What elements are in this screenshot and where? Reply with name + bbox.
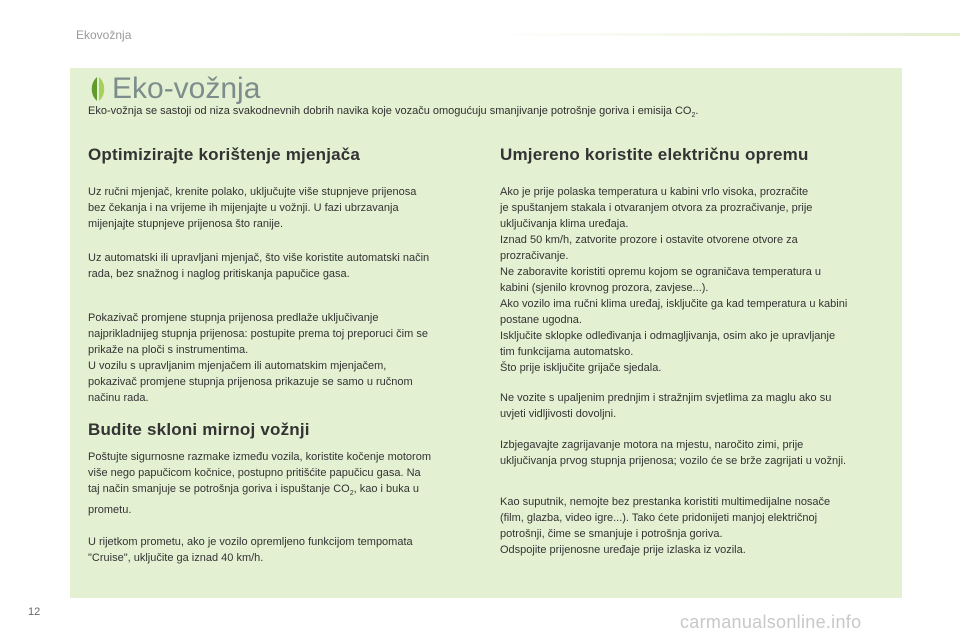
leaf-icon (88, 75, 108, 103)
electrical-paragraph-4: Kao suputnik, nemojte bez prestanka koristiti multimedijalne nosače (film, glazba, video igre...). Tako ćete pridonijeti manjoj električnoj potrošnji, čime se smanjuje i potrošnja goriva. Odspojite prijenosne uređaje prije izlaska iz vozila. (500, 496, 831, 556)
gearbox-paragraph-2: Uz automatski ili upravljani mjenjač, što više koristite automatski način rada, bez snažnog i naglog pritiskanja papučice gasa. (88, 252, 430, 280)
watermark: carmanualsonline.info (680, 612, 862, 632)
section-heading-electrical: Umjereno koristite električnu opremu (500, 145, 809, 164)
electrical-paragraph-1: Ako je prije polaska temperatura u kabini vrlo visoka, prozračite je spuštanjem stakala i otvaranjem otvora za prozračivanje, prije uključivanja klima uređaja. Iznad 50 km/h, zatvorite prozore i ostavite otvorene otvore za prozračivanje. Ne zaboravite koristiti opremu kojom se ograničava temperatura u kabini (sjenilo krovnog prozora, zavjese...). Ako vozilo ima ručni klima uređaj, isključite ga kad temperatura u kabini postane ugodna. Isključite sklopke odleđivanja i odmagljivanja, osim ako je upravljanje tim funkcijama automatsko. Što prije isključite grijače sjedala. (500, 186, 848, 374)
calm-driving-text-b: , kao i buka u prometu. (88, 483, 420, 517)
section-heading-gearbox: Optimizirajte korištenje mjenjača (88, 145, 361, 164)
intro-end: . (695, 105, 699, 117)
page-title: Eko-vožnja (112, 72, 261, 105)
header-divider (490, 33, 960, 36)
intro-text (88, 104, 888, 123)
calm-driving-subscript: 2 (349, 490, 354, 498)
section-heading-calm-driving: Budite skloni mirnoj vožnji (88, 420, 310, 439)
calm-driving-paragraph-1 (88, 449, 478, 518)
intro-subscript: 2 (691, 112, 696, 120)
gearbox-paragraph-3: Pokazivač promjene stupnja prijenosa predlaže uključivanje najprikladnijeg stupnja prijenosa: postupite prema toj preporuci čim se prikaže na ploči s instrumentima. U vozilu s upravljanim mjenjačem ili automatskim mjenjačem, pokazivač promjene stupnja prijenosa prikazuje se samo u ručnom načinu rada. (88, 312, 428, 404)
intro-body: Eko-vožnja se sastoji od niza svakodnevnih dobrih navika koje vozaču omogućuju smanjivanje potrošnje goriva i emisija CO (88, 105, 692, 117)
header-label: Ekovožnja (76, 28, 132, 42)
gearbox-paragraph-1: Uz ručni mjenjač, krenite polako, uključujte više stupnjeve prijenosa bez čekanja i na vrijeme ih mijenjajte u vožnji. U fazi ubrzavanja mijenjajte stupnjeve prijenosa što ranije. (88, 186, 417, 230)
calm-driving-text-a: Poštujte sigurnosne razmake između vozila, koristite kočenje motorom više nego papučicom kočnice, postupno pritišćite papučicu gasa. Na taj način smanjuje se potrošnja goriva i ispuštanje CO (88, 451, 431, 495)
electrical-paragraph-3: Izbjegavajte zagrijavanje motora na mjestu, naročito zimi, prije uključivanja prvog stupnja prijenosa; vozilo će se brže zagrijati u vožnji. (500, 439, 847, 467)
electrical-paragraph-2: Ne vozite s upaljenim prednjim i stražnjim svjetlima za maglu ako su uvjeti vidljivosti dovoljni. (500, 392, 832, 420)
page-number: 12 (28, 606, 41, 618)
calm-driving-paragraph-2: U rijetkom prometu, ako je vozilo opremljeno funkcijom tempomata "Cruise", uključite ga iznad 40 km/h. (88, 536, 413, 564)
